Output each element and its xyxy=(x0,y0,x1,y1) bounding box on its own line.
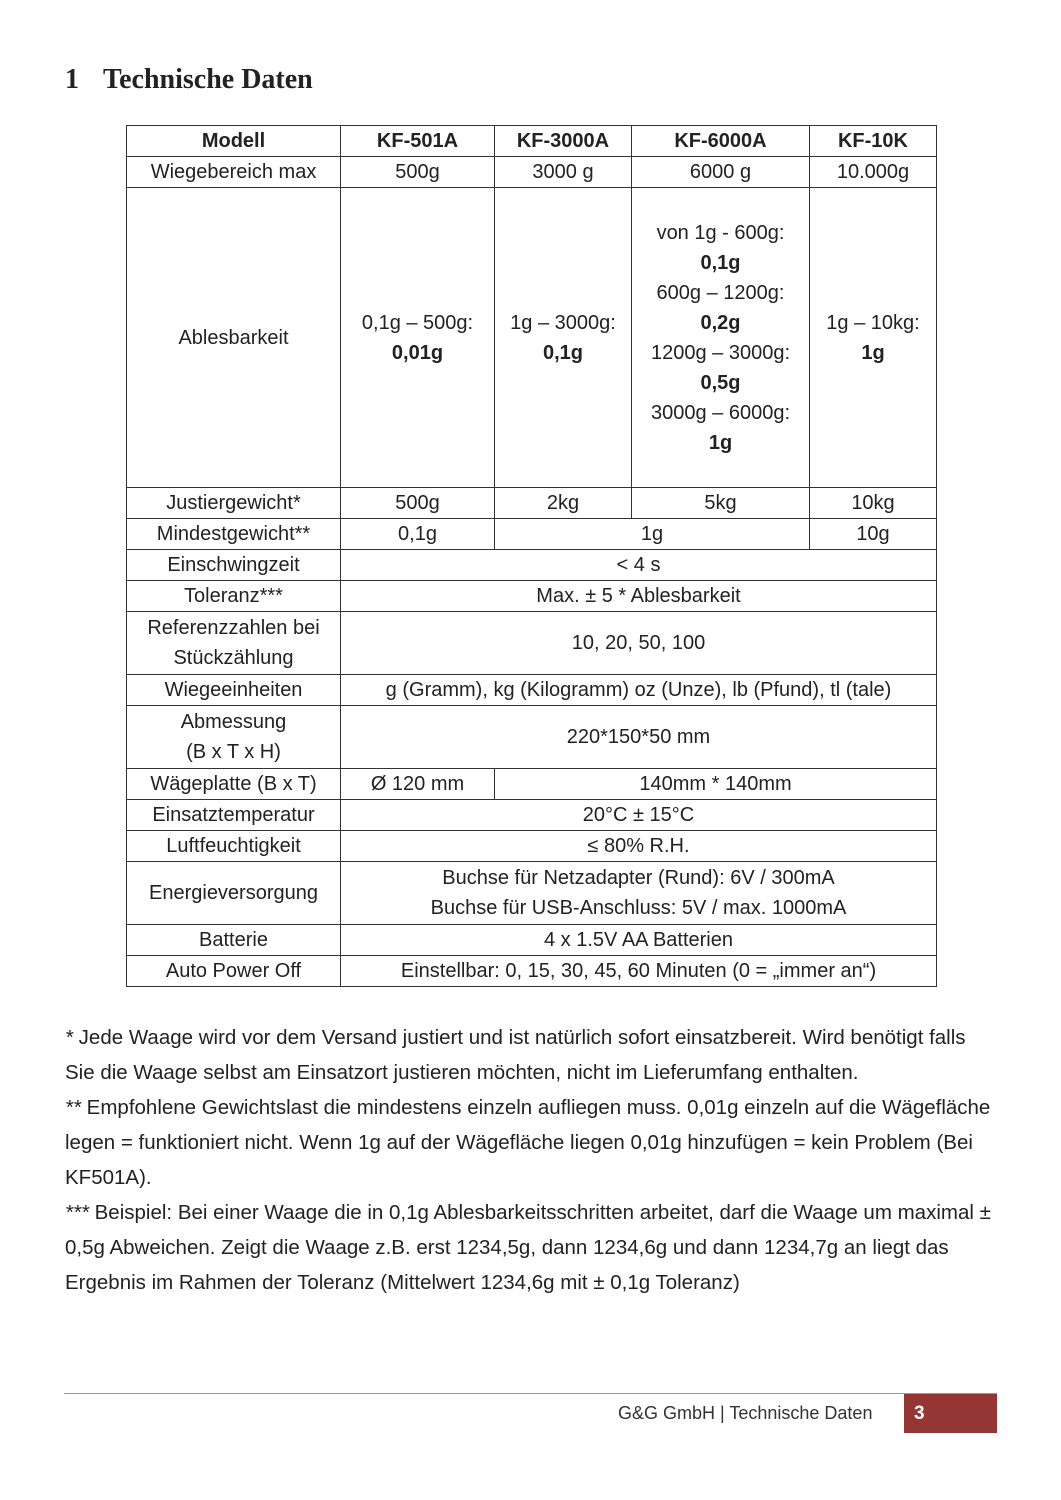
cell-line: 0,1g xyxy=(700,251,741,274)
cell: 500g xyxy=(341,157,495,188)
cell-line: 1200g – 3000g: xyxy=(650,341,791,364)
footnote-text: Jede Waage wird vor dem Versand justiert und ist natürlich sofort einsatzbereit. Wird benötigt falls Sie die Waage selbst am Einsatzort justieren möchten, nicht im Lieferumfang enthalten. xyxy=(65,1026,966,1084)
cell: Ø 120 mm xyxy=(341,769,495,800)
table-row xyxy=(127,800,937,831)
row-label: Auto Power Off xyxy=(127,956,341,987)
section-number: 1 xyxy=(65,64,79,95)
cell xyxy=(810,188,937,488)
table-row xyxy=(127,862,937,925)
row-label: Energieversorgung xyxy=(127,862,341,925)
label-line: (B x T x H) xyxy=(186,741,281,763)
cell-line: 3000g – 6000g: xyxy=(650,401,791,424)
cell xyxy=(632,188,810,488)
label-line: Abmessung xyxy=(180,711,287,733)
row-label: Justiergewicht* xyxy=(127,488,341,519)
cell-line: 600g – 1200g: xyxy=(656,281,785,304)
table-row xyxy=(127,188,937,488)
cell: Max. ± 5 * Ablesbarkeit xyxy=(341,581,937,612)
cell: ≤ 80% R.H. xyxy=(341,831,937,862)
footnote-text: Beispiel: Bei einer Waage die in 0,1g Ablesbarkeitsschritten arbeitet, darf die Waage um maximal ± 0,5g Abweichen. Zeigt die Waage z.B. erst 1234,5g, dann 1234,6g und dann 1234,7g an liegt das Ergebnis im Rahmen der Toleranz (Mittelwert 1234,6g mit ± 0,1g Toleranz) xyxy=(65,1201,991,1294)
cell-line: 0,1g – 500g: xyxy=(361,311,474,334)
cell-line: 0,2g xyxy=(700,311,741,334)
cell: 2kg xyxy=(495,488,632,519)
table-row xyxy=(127,831,937,862)
footnote xyxy=(65,1090,995,1195)
row-label: Einsatztemperatur xyxy=(127,800,341,831)
page-number: 3 xyxy=(904,1394,997,1433)
cell: < 4 s xyxy=(341,550,937,581)
row-label: Einschwingzeit xyxy=(127,550,341,581)
table-row xyxy=(127,488,937,519)
row-label: Wiegeeinheiten xyxy=(127,675,341,706)
header-cell: KF-10K xyxy=(810,126,937,157)
cell xyxy=(341,862,937,925)
row-label: Toleranz*** xyxy=(127,581,341,612)
spec-table xyxy=(126,125,937,987)
table-row xyxy=(127,675,937,706)
table-row xyxy=(127,956,937,987)
cell: g (Gramm), kg (Kilogramm) oz (Unze), lb (Pfund), tl (tale) xyxy=(341,675,937,706)
row-label: Batterie xyxy=(127,925,341,956)
header-cell: KF-3000A xyxy=(495,126,632,157)
cell-line: 0,5g xyxy=(700,371,741,394)
cell-line: 1g – 3000g: xyxy=(510,311,616,334)
table-row xyxy=(127,612,937,675)
table-row xyxy=(127,769,937,800)
cell: 220*150*50 mm xyxy=(341,706,937,769)
label-line: Referenzzahlen bei xyxy=(147,617,320,639)
section-heading xyxy=(65,64,313,96)
cell: Einstellbar: 0, 15, 30, 45, 60 Minuten (0 = „immer an“) xyxy=(341,956,937,987)
cell: 10kg xyxy=(810,488,937,519)
header-cell: KF-6000A xyxy=(632,126,810,157)
cell: 10, 20, 50, 100 xyxy=(341,612,937,675)
cell-line: 1g xyxy=(861,341,885,364)
cell-line: Buchse für USB-Anschluss: 5V / max. 1000mA xyxy=(430,897,847,919)
footer-divider xyxy=(64,1393,997,1394)
row-label: Ablesbarkeit xyxy=(127,188,341,488)
cell-line: 0,1g xyxy=(542,341,584,364)
cell xyxy=(341,188,495,488)
header-cell: KF-501A xyxy=(341,126,495,157)
cell: 6000 g xyxy=(632,157,810,188)
table-row xyxy=(127,519,937,550)
footnote xyxy=(65,1195,995,1300)
table-row xyxy=(127,550,937,581)
footnote-marker: * xyxy=(65,1026,73,1049)
footnote-marker: *** xyxy=(65,1201,89,1224)
table-row xyxy=(127,925,937,956)
cell: 500g xyxy=(341,488,495,519)
section-title: Technische Daten xyxy=(103,64,313,95)
label-line: Stückzählung xyxy=(173,647,294,669)
cell: 140mm * 140mm xyxy=(495,769,937,800)
header-cell: Modell xyxy=(127,126,341,157)
table-header-row xyxy=(127,126,937,157)
cell: 3000 g xyxy=(495,157,632,188)
footnote-marker: ** xyxy=(65,1096,81,1119)
cell: 20°C ± 15°C xyxy=(341,800,937,831)
table-row xyxy=(127,157,937,188)
cell-line: Buchse für Netzadapter (Rund): 6V / 300mA xyxy=(442,867,835,889)
table-row xyxy=(127,581,937,612)
row-label: Luftfeuchtigkeit xyxy=(127,831,341,862)
cell: 10g xyxy=(810,519,937,550)
row-label: Wägeplatte (B x T) xyxy=(127,769,341,800)
row-label: Wiegebereich max xyxy=(127,157,341,188)
row-label xyxy=(127,612,341,675)
cell: 5kg xyxy=(632,488,810,519)
footer-text: G&G GmbH | Technische Daten xyxy=(618,1403,873,1423)
footnote-text: Empfohlene Gewichtslast die mindestens einzeln aufliegen muss. 0,01g einzeln auf die Wägefläche legen = funktioniert nicht. Wenn 1g auf der Wägefläche liegen 0,01g hinzufügen = kein Problem (Bei KF501A). xyxy=(65,1096,991,1189)
footnote xyxy=(65,1020,995,1090)
table-row xyxy=(127,706,937,769)
cell: 4 x 1.5V AA Batterien xyxy=(341,925,937,956)
cell xyxy=(495,188,632,488)
footnotes xyxy=(65,1020,995,1300)
row-label xyxy=(127,706,341,769)
row-label: Mindestgewicht** xyxy=(127,519,341,550)
cell: 0,1g xyxy=(341,519,495,550)
cell-line: von 1g - 600g: xyxy=(656,221,785,244)
cell: 10.000g xyxy=(810,157,937,188)
cell-line: 1g – 10kg: xyxy=(826,311,920,334)
cell-line: 0,01g xyxy=(391,341,444,364)
cell: 1g xyxy=(495,519,810,550)
cell-line: 1g xyxy=(708,431,733,454)
